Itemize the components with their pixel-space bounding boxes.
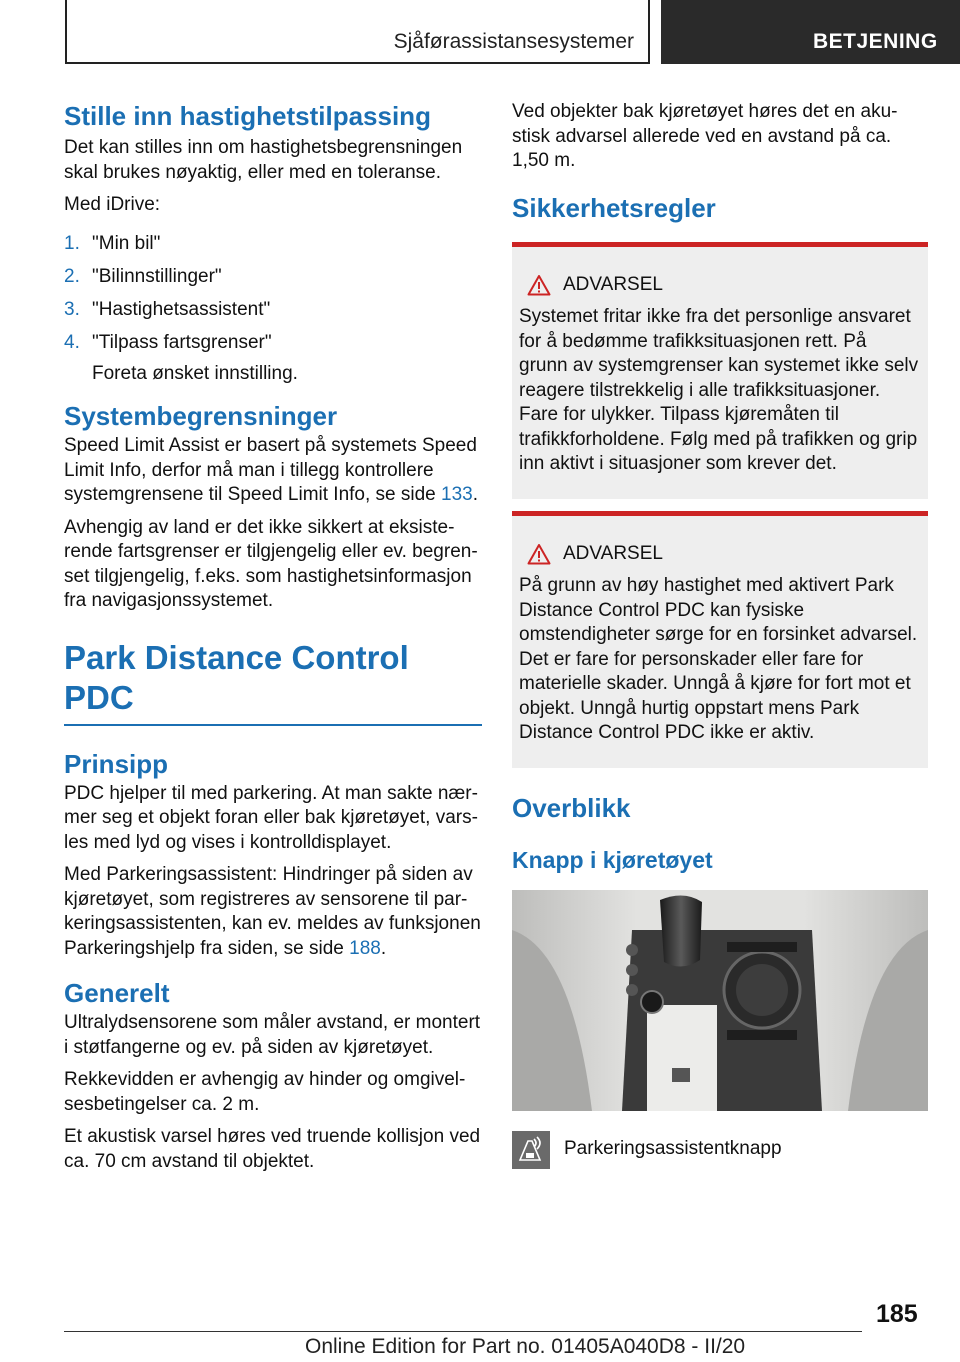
page-link-188[interactable]: 188 bbox=[349, 937, 381, 959]
section-title-safety: Sikkerhetsregler bbox=[512, 192, 716, 223]
step-note: Foreta ønsket innstilling. bbox=[92, 362, 298, 384]
warning-box bbox=[512, 242, 928, 499]
warning-title: ADVARSEL bbox=[527, 542, 920, 567]
center-console-image bbox=[512, 890, 928, 1111]
paragraph: Rekkevidden er avhengig av hinder og omgivelsesbetingelser ca. 2 m. bbox=[64, 1069, 466, 1115]
warning-text: På grunn av høy hastighet med aktivert Park Distance Control PDC kan fysiske omstendigheter sørge for en forsinket advarsel. Det er fare for personskader eller fare for materielle skader. Unngå å kjøre for fort mot et objekt. Unngå hurtig oppstart mens Park Distance Control PDC ikke er aktiv. bbox=[519, 575, 918, 743]
center-console-photo bbox=[512, 890, 928, 1111]
header-section-tab bbox=[65, 0, 650, 64]
legend-label: Parkeringsassistentknapp bbox=[564, 1137, 782, 1159]
step-item: 4. "Tilpass fartsgrenser" bbox=[64, 331, 272, 353]
warning-triangle-icon bbox=[527, 543, 551, 565]
header-section-label: Sjåførassistansesystemer bbox=[393, 30, 634, 53]
legend-row bbox=[512, 1131, 928, 1169]
paragraph: PDC hjelper til med parkering. At man sakte nærmer seg et objekt foran eller bak kjøretøyet, varsles med lyd og vises i kontrolldisplayet. bbox=[64, 782, 478, 853]
step-item: 3. "Hastighetsassistent" bbox=[64, 298, 271, 320]
section-title-general: Generelt bbox=[64, 978, 170, 1008]
section-title-speed-adjust: Stille inn hastighetstilpassing bbox=[64, 101, 431, 131]
section-title-principle: Prinsipp bbox=[64, 748, 169, 779]
paragraph: Ultralydsensorene som måler avstand, er montert i støtfangerne og ev. på siden av kjøretøyet. bbox=[64, 1012, 481, 1058]
warning-title: ADVARSEL bbox=[527, 273, 920, 298]
paragraph: Det kan stilles inn om hastighetsbegrensningen skal brukes nøyaktig, eller med en toleranse. bbox=[64, 137, 463, 183]
heading-rule bbox=[64, 724, 482, 726]
footer-divider bbox=[64, 1331, 862, 1332]
page-link-133[interactable]: 133 bbox=[441, 484, 473, 505]
warning-box bbox=[512, 511, 928, 768]
right-column bbox=[512, 100, 928, 1169]
section-title-system-limits: Systembegrensninger bbox=[64, 401, 338, 431]
warning-triangle-icon bbox=[527, 274, 551, 296]
parking-assistant-button-icon bbox=[512, 1131, 550, 1169]
subsection-title-button: Knapp i kjøretøyet bbox=[512, 846, 713, 873]
paragraph: Et akustisk varsel høres ved truende kollisjon ved ca. 70 cm avstand til objektet. bbox=[64, 1126, 481, 1172]
step-item: 2. "Bilinnstillinger" bbox=[64, 265, 222, 287]
paragraph: Med iDrive: bbox=[64, 194, 161, 215]
warning-text: Systemet fritar ikke fra det personlige ansvaret for å bedømme trafikksituasjonen rett. På grunn av systemgrenser kan systemet ikke selv reagere tilstrekkelig i alle trafikksituasjoner. Fare for ulykker. Tilpass kjøremåten til trafikkforholdene. Følg med på trafikken og grip inn aktivt i situasjoner som krever det. bbox=[519, 306, 919, 474]
paragraph: Avhengig av land er det ikke sikkert at eksisterende fartsgrenser er tilgjengelig eller ev. begrenset tilgjengelig, f.eks. som hastighetsinformasjon fra navigasjonssystemet. bbox=[64, 516, 478, 611]
step-list bbox=[64, 228, 482, 360]
left-column bbox=[64, 100, 482, 1174]
footer-edition: Online Edition for Part no. 01405A040D8 - II/20 bbox=[305, 1335, 746, 1358]
paragraph: Ved objekter bak kjøretøyet høres det en akustisk advarsel allerede ved en avstand på ca. 1,50 m. bbox=[512, 101, 898, 171]
paragraph: Speed Limit Assist er basert på systemets Speed Limit Info, derfor må man i tillegg kontrollere systemgrensene til Speed Limit Info, se side 133. bbox=[64, 435, 479, 505]
section-title-overview: Overblikk bbox=[512, 792, 631, 823]
header-chapter-tab bbox=[661, 0, 960, 64]
header-chapter-label: BETJENING bbox=[813, 30, 938, 53]
page-number: 185 bbox=[876, 1300, 918, 1328]
chapter-title-pdc: Park Distance Control PDC bbox=[64, 638, 409, 716]
paragraph: Med Parkeringsassistent: Hindringer på siden av kjøretøyet, som registreres av sensorene til parkeringsassistenten, kan ev. meldes av funksjonen Parkeringshjelp fra siden, se side 188. bbox=[64, 864, 481, 959]
step-item: 1. "Min bil" bbox=[64, 232, 161, 254]
